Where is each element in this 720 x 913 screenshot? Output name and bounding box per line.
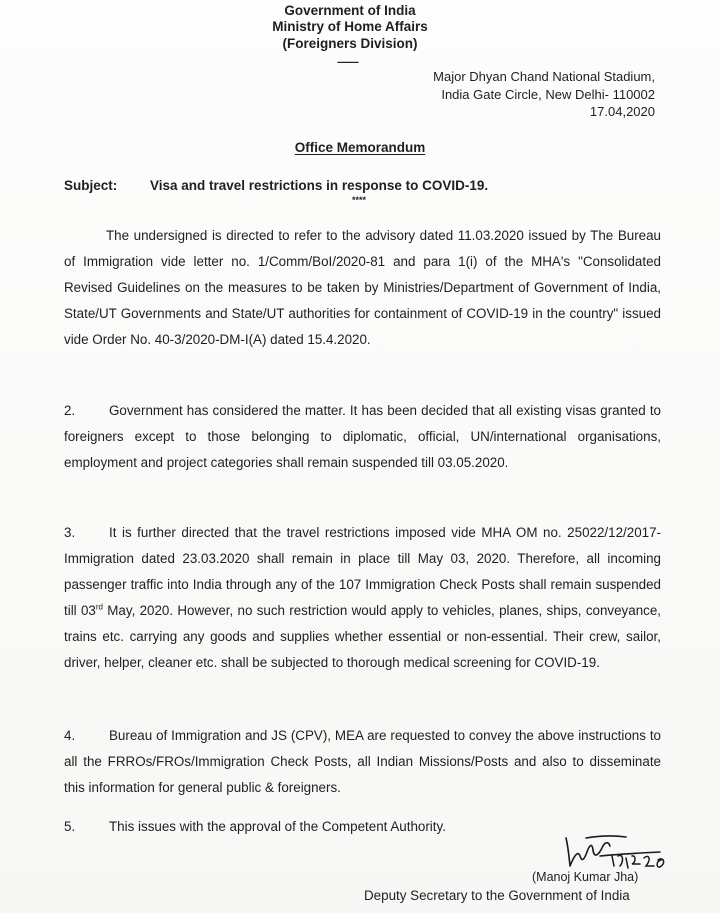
subject-label: Subject: <box>64 178 118 193</box>
paragraph-5-number: 5. <box>64 819 76 834</box>
paragraph-2-number: 2. <box>64 403 76 418</box>
paragraph-2 <box>64 398 661 476</box>
memo-title-text: Office Memorandum <box>294 140 426 155</box>
address-line-1: Major Dhyan Chand National Stadium, <box>433 69 655 84</box>
header-ministry: Ministry of Home Affairs <box>272 19 428 34</box>
paragraph-3-text-a: It is further directed that the travel restrictions imposed vide MHA OM no. 25022/12/2017-Immigration dated 23.03.2020 shall remain in place till May 03, 2020. Therefore, all incoming passenger traffic into India through any of the 107 Immigration Check Posts shall remain suspended till 03 <box>64 525 661 618</box>
paragraph-4-text: Bureau of Immigration and JS (CPV), MEA are requested to convey the above instructions to all the FRROs/FROs/Immigration Check Posts, all Indian Missions/Posts and also to disseminate this information for general public & foreigners. <box>64 728 661 795</box>
header-separator: --------- <box>337 57 358 68</box>
signature-scribble <box>560 826 710 876</box>
header-government: Government of India <box>284 3 416 18</box>
header-division: (Foreigners Division) <box>282 36 418 51</box>
signatory-designation: Deputy Secretary to the Government of India <box>364 888 630 903</box>
paragraph-3-number: 3. <box>64 525 76 540</box>
paragraph-2-text: Government has considered the matter. It has been decided that all existing visas granted to foreigners except to those belonging to diplomatic, official, UN/international organisations, employment and project categories shall remain suspended till 03.05.2020. <box>64 403 661 470</box>
paragraph-5-text: This issues with the approval of the Competent Authority. <box>109 819 446 834</box>
memo-date: 17.04,2020 <box>589 104 655 119</box>
paragraph-3 <box>64 520 661 676</box>
address-line-2: India Gate Circle, New Delhi- 110002 <box>441 87 655 102</box>
memo-title <box>200 140 520 155</box>
paragraph-4 <box>64 723 661 801</box>
paragraph-4-number: 4. <box>64 728 76 743</box>
subject-text: Visa and travel restrictions in response to COVID-19. <box>150 178 489 193</box>
signatory-name: (Manoj Kumar Jha) <box>532 870 639 884</box>
paragraph-1: The undersigned is directed to refer to the advisory dated 11.03.2020 issued by The Bureau of Immigration vide letter no. 1/Comm/BoI/2020-81 and para 1(i) of the MHA's "Consolidated Revised Guidelines on the measures to be taken by Ministries/Department of Government of India, State/UT Governments and State/UT authorities for containment of COVID-19 in the country" issued vide Order No. 40-3/2020-DM-I(A) dated 15.4.2020. <box>64 228 661 347</box>
paragraph-3-superscript: rd <box>95 602 103 612</box>
paragraph-3-text-b: May, 2020. However, no such restriction would apply to vehicles, planes, ships, conveyance, trains etc. carrying any goods and supplies whether essential or non-essential. Their crew, sailor, driver, helper, cleaner etc. shall be subjected to thorough medical screening for COVID-19. <box>64 603 662 670</box>
subject-stars: **** <box>352 195 367 205</box>
